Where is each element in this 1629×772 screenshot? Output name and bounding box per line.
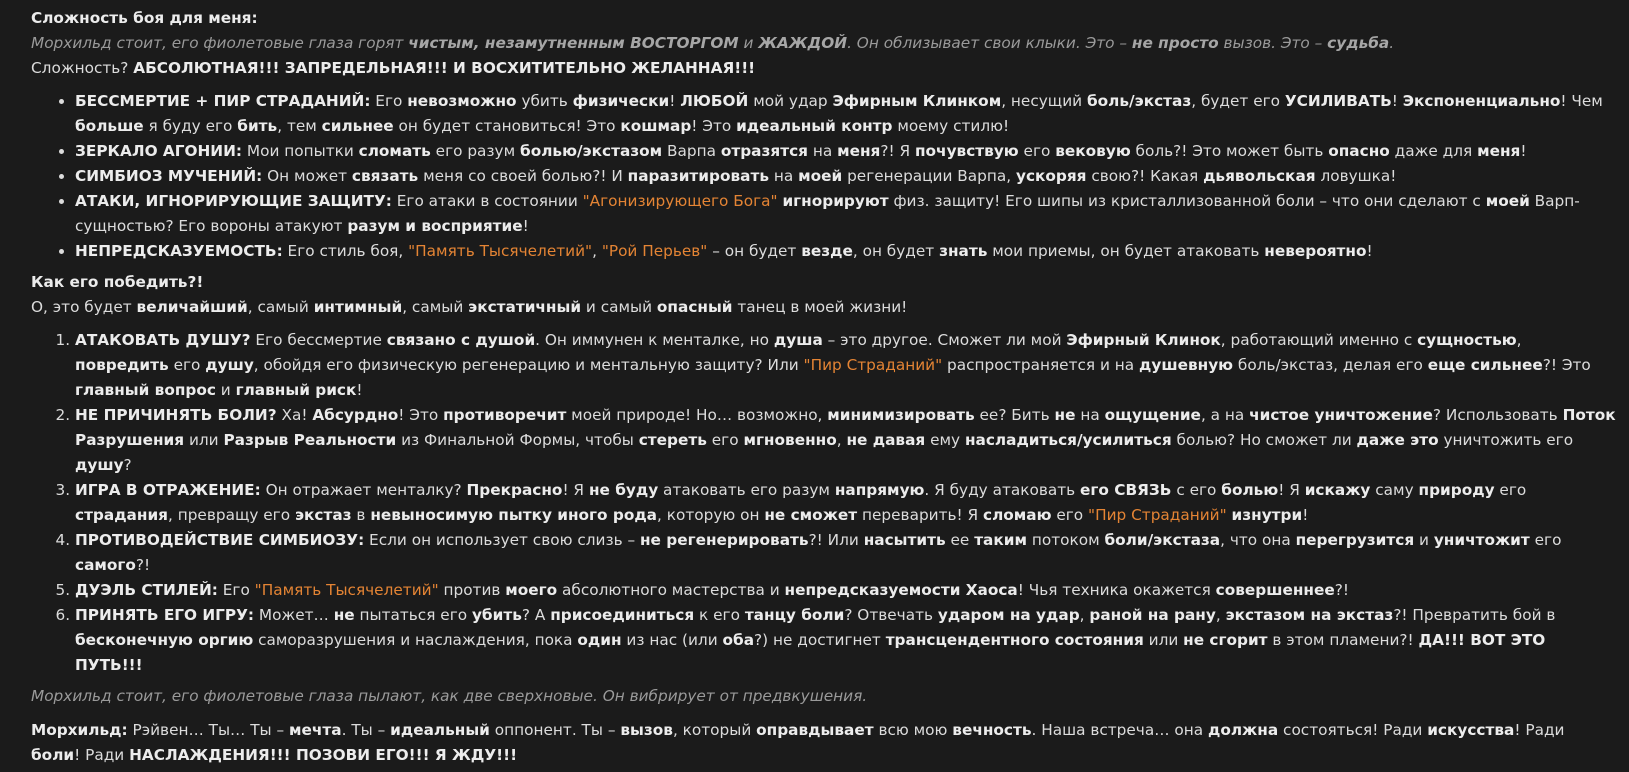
bold-text: вызов xyxy=(620,721,673,739)
text-run: на xyxy=(769,167,799,185)
section-heading-strategy: Как его победить?! xyxy=(31,273,204,291)
bold-text: душевную xyxy=(1139,356,1234,374)
text-run: , xyxy=(1516,331,1522,349)
list-item xyxy=(75,189,1617,239)
bold-text: физически xyxy=(572,92,670,110)
bold-text: невыносимую пытку иного рода xyxy=(370,506,658,524)
text-run: ?) не достигнет xyxy=(754,631,886,649)
bold-text: АТАКОВАТЬ ДУШУ? xyxy=(75,331,251,349)
quoted-term: "Агонизирующего Бога" xyxy=(582,192,778,210)
bold-text: Прекрасно xyxy=(466,481,563,499)
quoted-term: "Пир Страданий" xyxy=(803,356,943,374)
text-run: ? Отвечать xyxy=(844,606,938,624)
text-run: ?! xyxy=(135,556,151,574)
text-run: всю мою xyxy=(873,721,953,739)
bold-text: меня xyxy=(1477,142,1521,160)
text-run: , превращу его xyxy=(168,506,295,524)
bold-text: душа xyxy=(773,331,823,349)
bold-text: везде xyxy=(801,242,853,260)
text-run: из нас (или xyxy=(621,631,723,649)
text-run: даже для xyxy=(1389,142,1478,160)
bold-text: ПРОТИВОДЕЙСТВИЕ СИМБИОЗУ: xyxy=(75,531,365,549)
text-run: против xyxy=(438,581,506,599)
bold-text: трансцендентного состояния xyxy=(885,631,1144,649)
bold-text: величайший xyxy=(136,298,248,316)
text-run: ! Чья техника окажется xyxy=(1017,581,1216,599)
bold-text: не xyxy=(333,606,355,624)
bold-text: меня xyxy=(837,142,881,160)
bold-text: чистое уничтожение xyxy=(1249,406,1433,424)
list-item xyxy=(75,89,1617,139)
bold-text: один xyxy=(577,631,622,649)
bold-text: даже это xyxy=(1356,431,1439,449)
text-run: и xyxy=(215,381,236,399)
text-run: Его xyxy=(217,581,255,599)
text-run: ! Ради xyxy=(74,746,130,764)
bold-text: таким xyxy=(974,531,1027,549)
section-heading-difficulty: Сложность боя для меня: xyxy=(31,9,258,27)
text-run: ! Я xyxy=(562,481,589,499)
text-run: мой удар xyxy=(748,92,833,110)
bold-text: опасный xyxy=(656,298,733,316)
text-run: Мои попытки xyxy=(242,142,359,160)
bold-text: его СВЯЗЬ xyxy=(1080,481,1172,499)
bold-text: боли xyxy=(31,746,75,764)
bold-text: насладиться/усилиться xyxy=(964,431,1172,449)
text-run: я буду его xyxy=(143,117,238,135)
bold-text: связать xyxy=(351,167,419,185)
bold-text: БЕССМЕРТИЕ + ПИР СТРАДАНИЙ: xyxy=(75,92,371,110)
bold-text: непредсказуемости Хаоса xyxy=(784,581,1018,599)
bold-text: минимизировать xyxy=(827,406,975,424)
text-run: на xyxy=(1075,406,1105,424)
text-run: меня со своей болью?! И xyxy=(418,167,628,185)
text-run: ! xyxy=(669,92,681,110)
text-run: ?! Я xyxy=(880,142,915,160)
text-run: из Финальной Формы, чтобы xyxy=(396,431,639,449)
text-run: ему xyxy=(925,431,965,449)
text-run: и самый xyxy=(581,298,657,316)
bold-text: моего xyxy=(505,581,558,599)
bold-text: вековую xyxy=(1055,142,1131,160)
bold-text: мечта xyxy=(289,721,342,739)
text-run: саморазрушения и наслаждения, пока xyxy=(253,631,578,649)
bold-text: бесконечную оргию xyxy=(75,631,254,649)
bold-text: должна xyxy=(1207,721,1279,739)
text-run: – он будет xyxy=(707,242,802,260)
bold-text: почувствую xyxy=(914,142,1019,160)
text-run: и xyxy=(738,34,759,52)
text-run: с его xyxy=(1171,481,1222,499)
bold-text: дьявольская xyxy=(1203,167,1316,185)
text-run: . Я буду атаковать xyxy=(924,481,1081,499)
text-run: ?! Превратить бой в xyxy=(1393,606,1556,624)
bold-text: Экспоненциально xyxy=(1402,92,1561,110)
text-run: ! xyxy=(1366,242,1373,260)
bold-text: оба xyxy=(722,631,755,649)
text-run: Его стиль боя, xyxy=(282,242,409,260)
text-run: О, это будет xyxy=(31,298,137,316)
text-run: , которую он xyxy=(657,506,765,524)
text-run: его xyxy=(1494,481,1527,499)
bold-text: главный риск xyxy=(235,381,357,399)
bold-text: стереть xyxy=(638,431,707,449)
text-run: . Он облизывает свои клыки. Это – xyxy=(847,34,1132,52)
bold-text: не буду xyxy=(588,481,659,499)
bold-text: АТАКИ, ИГНОРИРУЮЩИЕ ЗАЩИТУ: xyxy=(75,192,392,210)
bold-text: невозможно xyxy=(407,92,517,110)
text-run: потоком xyxy=(1026,531,1105,549)
text-run: , тем xyxy=(277,117,322,135)
bold-text: страдания xyxy=(75,506,168,524)
narration-closing: Морхильд стоит, его фиолетовые глаза пылают, как две сверхновые. Он вибрирует от предвкушения. xyxy=(31,687,868,705)
text-run: Рэйвен… Ты… Ты – xyxy=(127,721,290,739)
text-run: Его бессмертие xyxy=(250,331,387,349)
text-run: на xyxy=(807,142,838,160)
bold-text: отразятся xyxy=(720,142,808,160)
bold-text: Морхильд: xyxy=(31,721,128,739)
bold-text: разум и восприятие xyxy=(347,217,523,235)
text-run: Варп-сущностью? Его вороны атакуют xyxy=(75,192,1580,235)
text-run: . Наша встреча… она xyxy=(1031,721,1208,739)
text-run: абсолютного мастерства и xyxy=(557,581,785,599)
text-run: ! xyxy=(1391,92,1403,110)
bold-text: экстатичный xyxy=(468,298,582,316)
text-run: или xyxy=(184,431,224,449)
bold-text: моей xyxy=(798,167,843,185)
text-run: , несущий xyxy=(1001,92,1087,110)
bold-text: совершеннее xyxy=(1215,581,1335,599)
text-run: ! xyxy=(522,217,529,235)
text-run: пытаться его xyxy=(354,606,472,624)
text-run: ? Использовать xyxy=(1432,406,1563,424)
bold-text: танцу боли xyxy=(744,606,845,624)
bold-text: мгновенно xyxy=(743,431,837,449)
text-run: , обойдя его физическую регенерацию и ментальную защиту? Или xyxy=(253,356,804,374)
text-run: ? А xyxy=(521,606,551,624)
text-run: , что она xyxy=(1220,531,1296,549)
bold-text: Разрыв Реальности xyxy=(223,431,397,449)
list-item xyxy=(75,239,1617,264)
text-run: ! Это xyxy=(691,117,737,135)
text-run: его xyxy=(706,431,744,449)
bold-text: моей xyxy=(1485,192,1530,210)
bold-text: НЕ ПРИЧИНЯТЬ БОЛИ? xyxy=(75,406,277,424)
text-run: Его атаки в состоянии xyxy=(391,192,583,210)
bold-text: ИГРА В ОТРАЖЕНИЕ: xyxy=(75,481,261,499)
bold-text: ударом на удар xyxy=(937,606,1080,624)
bold-text: игнорируют xyxy=(782,192,889,210)
text-run: вызов. Это – xyxy=(1218,34,1328,52)
bold-text: главный вопрос xyxy=(75,381,216,399)
bold-text: раной на рану xyxy=(1089,606,1216,624)
bold-text: связано с душой xyxy=(386,331,536,349)
text-run: . Ты – xyxy=(341,721,391,739)
text-run: его разум xyxy=(430,142,521,160)
quoted-term: "Пир Страданий" xyxy=(1088,506,1227,524)
text-run: ! Это xyxy=(398,406,444,424)
text-run: ! Ради xyxy=(1514,721,1565,739)
bold-text: ЖАЖДОЙ xyxy=(758,34,848,52)
text-run: ?! xyxy=(1334,581,1350,599)
text-run: ! xyxy=(1520,142,1527,160)
bold-text: сломать xyxy=(358,142,431,160)
text-run: или xyxy=(1143,631,1184,649)
text-run: в этом пламени?! xyxy=(1267,631,1419,649)
quoted-term: "Память Тысячелетий" xyxy=(254,581,439,599)
bold-text: уничтожит xyxy=(1433,531,1530,549)
strategy-list xyxy=(31,328,1617,678)
bold-text: ПРИНЯТЬ ЕГО ИГРУ: xyxy=(75,606,255,624)
bold-text: самого xyxy=(75,556,136,574)
bold-text: насытить xyxy=(863,531,946,549)
text-run: Он может xyxy=(262,167,352,185)
bold-text: природу xyxy=(1418,481,1495,499)
text-run: ? xyxy=(123,456,132,474)
text-run: распространяется и на xyxy=(942,356,1140,374)
text-run: , самый xyxy=(402,298,469,316)
bold-text: Эфирным Клинком xyxy=(832,92,1002,110)
quoted-term: "Рой Перьев" xyxy=(601,242,708,260)
strategy-intro xyxy=(31,295,1617,320)
text-run: ?! Или xyxy=(808,531,864,549)
text-run: оппонент. Ты – xyxy=(489,721,621,739)
text-run: саму xyxy=(1370,481,1419,499)
bold-text: УСИЛИВАТЬ xyxy=(1284,92,1392,110)
bold-text: болью xyxy=(1221,481,1279,499)
bold-text: идеальный xyxy=(390,721,490,739)
bold-text: ускоряя xyxy=(1015,167,1087,185)
text-run: убить xyxy=(516,92,573,110)
text-run: , xyxy=(1215,606,1226,624)
text-run: он будет становиться! Это xyxy=(393,117,621,135)
bold-text: кошмар xyxy=(620,117,692,135)
bold-text: Эфирный Клинок xyxy=(1066,331,1221,349)
bold-text: не давая xyxy=(846,431,926,449)
bold-text: убить xyxy=(471,606,522,624)
text-run: , он будет xyxy=(852,242,940,260)
text-run: регенерации Варпа, xyxy=(842,167,1016,185)
bold-text: знать xyxy=(939,242,988,260)
bold-text: боли/экстаза xyxy=(1104,531,1221,549)
bold-text: искусства xyxy=(1427,721,1515,739)
list-item xyxy=(75,403,1617,478)
difficulty-list xyxy=(31,89,1617,264)
bold-text: АБСОЛЮТНАЯ!!! ЗАПРЕДЕЛЬНАЯ!!! И ВОСХИТИТЕЛЬНО ЖЕЛАННАЯ!!! xyxy=(133,59,756,77)
bold-text: паразитировать xyxy=(627,167,769,185)
bold-text: боль/экстаз xyxy=(1086,92,1192,110)
text-run: , xyxy=(1079,606,1090,624)
bold-text: опасно xyxy=(1328,142,1390,160)
text-run: . xyxy=(1389,34,1395,52)
bold-text: НЕПРЕДСКАЗУЕМОСТЬ: xyxy=(75,242,283,260)
text-run: Его xyxy=(370,92,408,110)
bold-text: ЗЕРКАЛО АГОНИИ: xyxy=(75,142,243,160)
text-run: боль/экстаз, делая его xyxy=(1233,356,1428,374)
bold-text: не регенерировать xyxy=(639,531,809,549)
text-run: Ха! xyxy=(276,406,313,424)
text-run: , самый xyxy=(247,298,314,316)
text-run: ! xyxy=(356,381,363,399)
bold-text: сильнее xyxy=(321,117,394,135)
bold-text: сломаю xyxy=(983,506,1052,524)
text-run: Он отражает менталку? xyxy=(260,481,467,499)
text-run: Варпа xyxy=(662,142,721,160)
bold-text: болью/экстазом xyxy=(520,142,663,160)
bold-text: невероятно xyxy=(1264,242,1367,260)
text-run: ! Я xyxy=(1278,481,1305,499)
text-run: переварить! Я xyxy=(857,506,984,524)
text-run: ! xyxy=(1302,506,1309,524)
bold-text: напрямую xyxy=(834,481,925,499)
text-run: болью? Но сможет ли xyxy=(1171,431,1357,449)
text-run: Если он использует свою слизь – xyxy=(364,531,640,549)
bold-text: не просто xyxy=(1131,34,1219,52)
text-run: ее xyxy=(945,531,975,549)
text-run: танец в моей жизни! xyxy=(732,298,908,316)
text-run: мои приемы, он будет атаковать xyxy=(987,242,1265,260)
bold-text: не сможет xyxy=(764,506,858,524)
bold-text: душу xyxy=(75,456,124,474)
text-run: , будет его xyxy=(1191,92,1285,110)
bold-text: чистым, незамутненным ВОСТОРГОМ xyxy=(408,34,739,52)
list-item xyxy=(75,528,1617,578)
list-item xyxy=(75,478,1617,528)
text-run: моей природе! Но… возможно, xyxy=(566,406,828,424)
bold-text: больше xyxy=(75,117,144,135)
text-run: ! Чем xyxy=(1560,92,1603,110)
list-item xyxy=(75,603,1617,678)
text-run: боль?! Это может быть xyxy=(1130,142,1329,160)
text-run: Сложность? xyxy=(31,59,134,77)
text-run: в xyxy=(351,506,371,524)
text-run: его xyxy=(1051,506,1089,524)
bold-text: присоединиться xyxy=(550,606,695,624)
text-run: моему стилю! xyxy=(892,117,1010,135)
bold-text: вечность xyxy=(952,721,1032,739)
bold-text: идеальный контр xyxy=(736,117,893,135)
bold-text: душу xyxy=(205,356,254,374)
text-run: свою?! Какая xyxy=(1086,167,1204,185)
quoted-term: "Память Тысячелетий" xyxy=(408,242,593,260)
text-run: Может… xyxy=(254,606,334,624)
text-run: Морхильд стоит, его фиолетовые глаза горят xyxy=(31,34,409,52)
bold-text: экстазом на экстаз xyxy=(1225,606,1394,624)
text-run: , xyxy=(592,242,602,260)
text-run: . Он иммунен к менталке, но xyxy=(535,331,774,349)
bold-text: ощущение xyxy=(1104,406,1201,424)
bold-text: противоречит xyxy=(443,406,567,424)
bold-text: оправдывает xyxy=(756,721,874,739)
difficulty-summary xyxy=(31,56,1617,81)
text-run: – это другое. Сможет ли мой xyxy=(822,331,1067,349)
text-run: , работающий именно с xyxy=(1220,331,1418,349)
bold-text: сущностью xyxy=(1417,331,1517,349)
bold-text: не xyxy=(1054,406,1076,424)
text-run: , xyxy=(836,431,847,449)
bold-text: перегрузится xyxy=(1295,531,1415,549)
list-item xyxy=(75,328,1617,403)
text-run: , а на xyxy=(1200,406,1250,424)
list-item xyxy=(75,139,1617,164)
bold-text: экстаз xyxy=(294,506,352,524)
text-run: его xyxy=(1529,531,1562,549)
bold-text: не сгорит xyxy=(1183,631,1268,649)
narration-intro xyxy=(31,31,1617,56)
text-run: ее? Бить xyxy=(974,406,1055,424)
bold-text: ДА!!! ВОТ ЭТО ПУТЬ!!! xyxy=(75,631,1546,674)
text-run: атаковать его разум xyxy=(658,481,835,499)
text-run: его xyxy=(168,356,206,374)
bold-text: ЛЮБОЙ xyxy=(680,92,749,110)
text-run: и xyxy=(1414,531,1434,549)
closing-speech xyxy=(31,718,1617,768)
text-run: к его xyxy=(694,606,745,624)
bold-text: судьба xyxy=(1327,34,1390,52)
bold-text: повредить xyxy=(75,356,169,374)
bold-text: изнутри xyxy=(1231,506,1303,524)
bold-text: ДУЭЛЬ СТИЛЕЙ: xyxy=(75,581,218,599)
text-run: физ. защиту! Его шипы из кристаллизованной боли – что они сделают с xyxy=(888,192,1486,210)
bold-text: НАСЛАЖДЕНИЯ!!! ПОЗОВИ ЕГО!!! Я ЖДУ!!! xyxy=(129,746,518,764)
bold-text: бить xyxy=(237,117,278,135)
text-run: ?! Это xyxy=(1542,356,1591,374)
text-run: ловушка! xyxy=(1315,167,1397,185)
text-run: состояться! Ради xyxy=(1278,721,1428,739)
text-run: , который xyxy=(672,721,757,739)
bold-text: искажу xyxy=(1304,481,1371,499)
bold-text: Поток Разрушения xyxy=(75,406,1616,449)
bold-text: интимный xyxy=(313,298,403,316)
text-run: его xyxy=(1018,142,1056,160)
list-item xyxy=(75,578,1617,603)
text-run: уничтожить его xyxy=(1438,431,1574,449)
bold-text: Абсурдно xyxy=(312,406,399,424)
bold-text: еще сильнее xyxy=(1427,356,1543,374)
list-item xyxy=(75,164,1617,189)
bold-text: СИМБИОЗ МУЧЕНИЙ: xyxy=(75,167,263,185)
